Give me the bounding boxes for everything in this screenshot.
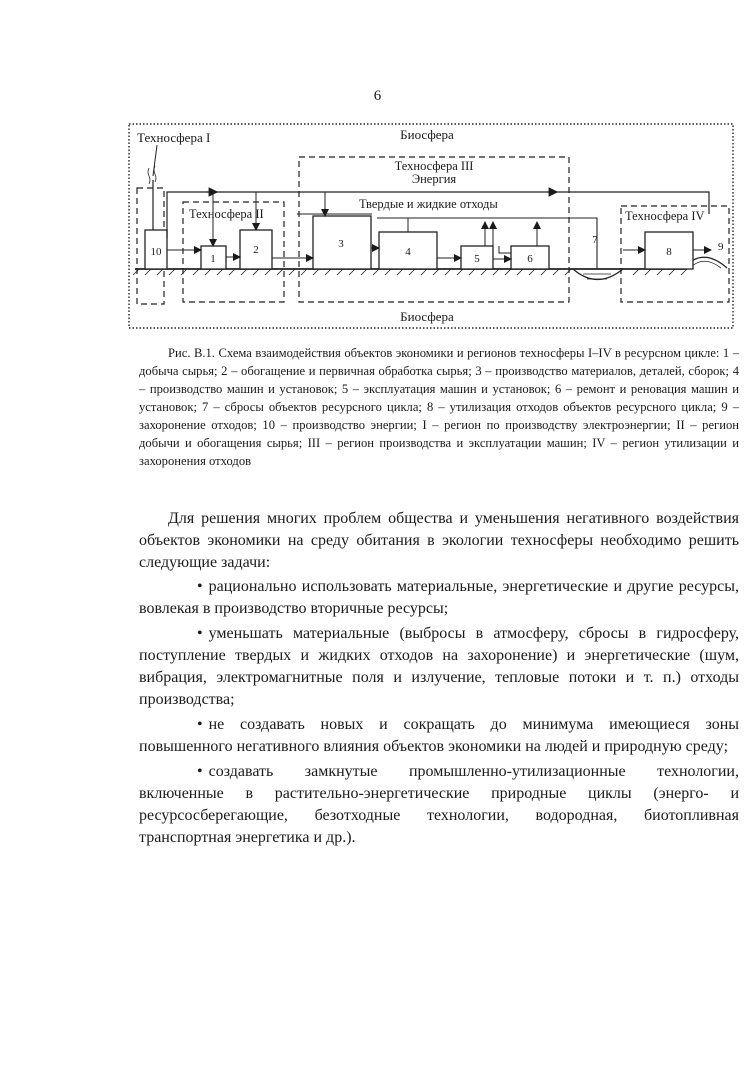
box-5-label: 5 [474,253,480,265]
landfill-mound-inner [689,261,721,269]
body-text [139,508,739,852]
task-item-1-text: рационально использовать материальные, энергетические и другие ресурсы, вовлекая в производство вторичные ресурсы; [139,578,739,617]
task-item-4 [139,761,739,849]
task-item-4-text: создавать замкнутые промышленно-утилизационные технологии, включенные в растительно-энергетические природные циклы (энерго- и ресурсосберегающие, безотходные технологии, водородная, биотопливная транспортная энергетика и др.). [139,763,739,846]
box-4-label: 4 [405,246,411,258]
task-item-3 [139,714,739,758]
diagram-svg [127,122,737,332]
task-item-3-text: не создавать новых и сокращать до минимума имеющиеся зоны повышенного негативного влияния объектов экономики на людей и природную среду; [139,716,739,755]
smoke [148,166,156,184]
biosphere-top-label: Биосфера [400,127,454,142]
technosphere-4-label: Техносфера IV [625,209,705,223]
task-item-1 [139,576,739,620]
label-7: 7 [592,234,598,246]
label-9: 9 [718,241,724,253]
box-6-label: 6 [527,253,533,265]
box-3-label: 3 [338,238,344,250]
bullet-3: • [197,716,203,733]
flow-6-5-return [499,246,511,253]
technosphere-1-pointer [153,145,157,176]
page-number: 6 [373,88,382,104]
bullet-2: • [197,625,203,642]
figure-resource-cycle-diagram [127,122,737,332]
task-item-2 [139,623,739,711]
figure-caption [139,344,739,470]
technosphere-2-label: Техносфера II [189,207,264,221]
waste-label: Твердые и жидкие отходы [359,197,498,211]
biosphere-border [129,124,733,328]
box-2-label: 2 [253,244,259,256]
biosphere-bottom-label: Биосфера [400,309,454,324]
box-1-label: 1 [210,253,216,265]
box-10-label: 10 [150,246,162,258]
technosphere-1-label: Техносфера I [137,130,211,145]
box-8-label: 8 [666,246,672,258]
bullet-4: • [197,763,203,780]
technosphere-3-label: Техносфера III [394,159,474,173]
bullet-1: • [197,578,203,595]
energy-label: Энергия [411,172,457,186]
figure-caption-text: Рис. В.1. Схема взаимодействия объектов экономики и регионов техносферы I–IV в ресурсном цикле: 1 – добыча сырья; 2 – обогащение и первичная обработка сырья; 3 – производство материалов, деталей, сборок; 4 – производство машин и установок; 5 – эксплуатация машин и установок; 6 – ремонт и реновация машин и установок; 7 – сбросы объектов ресурсного цикла; 8 – утилизация отходов объектов ресурсного цикла; 9 – захоронение отходов; 10 – производство энергии; I – регион по производству электроэнергии; II – регион добычи и обогащения сырья; III – регион производства и эксплуатации машин; IV – регион утилизации и захоронения отходов [139,346,739,468]
intro-paragraph: Для решения многих проблем общества и уменьшения негативного воздействия объектов экономики на среду обитания в экологии техносферы необходимо решить следующие задачи: [139,510,739,571]
task-item-2-text: уменьшать материальные (выбросы в атмосферу, сбросы в гидросферу, поступление твердых и жидких отходов на захоронение) и энергетические (шум, вибрация, электромагнитные поля и излучение, тепловые потоки и т. п.) отходы производства; [139,625,739,708]
